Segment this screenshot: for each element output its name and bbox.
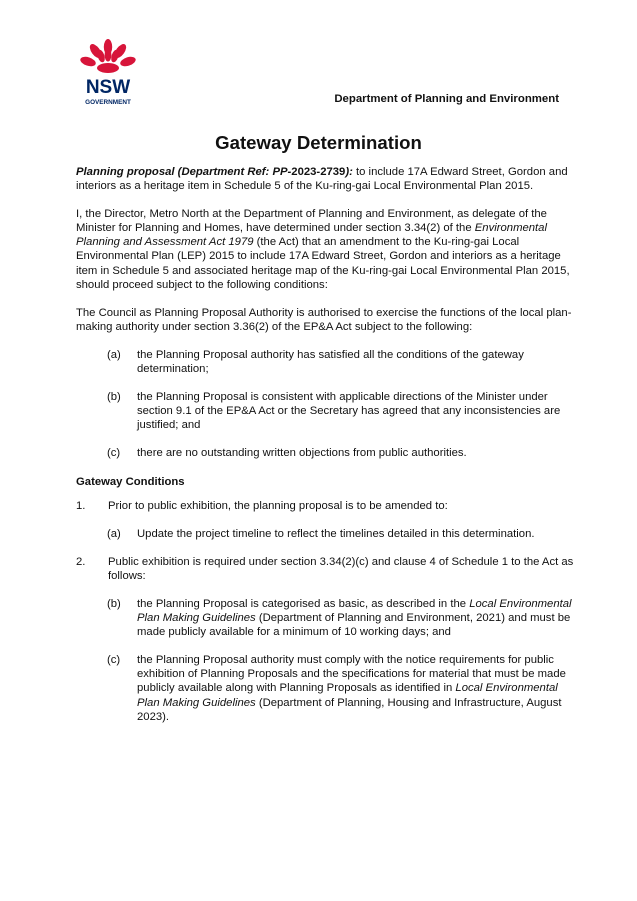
determination-paragraph xyxy=(76,207,574,292)
gateway-subcondition-1a xyxy=(76,527,574,541)
gateway-condition-number: 2. xyxy=(76,555,86,568)
intro-lead-end: ): xyxy=(345,166,353,178)
subcondition-text xyxy=(137,653,574,723)
gateway-condition-1 xyxy=(76,499,574,513)
condition-label: (b) xyxy=(107,391,121,404)
page-title: Gateway Determination xyxy=(215,132,422,153)
gateway-condition-number: 1. xyxy=(76,499,86,512)
condition-item xyxy=(76,348,574,376)
gateway-conditions-heading: Gateway Conditions xyxy=(76,475,185,488)
condition-label: (a) xyxy=(107,348,121,361)
condition-label: (c) xyxy=(107,447,121,460)
proposal-ref-number: 2023-2739 xyxy=(291,166,346,178)
subcondition-text-start: the Planning Proposal is categorised as basic, as described in the xyxy=(137,597,470,610)
condition-text: there are no outstanding written objections from public authorities. xyxy=(137,447,467,460)
department-name: Department of Planning and Environment xyxy=(334,93,559,105)
gateway-condition-text: Prior to public exhibition, the planning proposal is to be amended to: xyxy=(108,499,448,512)
logo-subtext: GOVERNMENT xyxy=(85,99,131,106)
condition-item xyxy=(76,446,574,460)
gateway-subcondition-2b xyxy=(76,597,574,639)
guidelines-title: Local Environmental Plan Making Guidelines xyxy=(137,682,558,709)
gateway-condition-text: Public exhibition is required under section 3.34(2)(c) and clause 4 of Schedule 1 to the Act as follows: xyxy=(108,555,574,582)
determination-text-end: (the Act) that an amendment to the Ku-ring-gai Local Environmental Plan (LEP) 2015 to include 17A Edward Street, Gordon and interiors as a heritage item in Schedule 5 and associated heritage map of the Ku-ring-gai Local Environmental Plan 2015, should proceed subject to the following conditions: xyxy=(76,236,570,291)
subcondition-label: (a) xyxy=(107,527,121,540)
act-name: Environmental Planning and Assessment Act 1979 xyxy=(76,222,547,249)
subcondition-text-end: (Department of Planning and Environment, 2021) and must be made publicly available for a minimum of 10 working days; and xyxy=(137,612,571,639)
gateway-subcondition-2c xyxy=(76,653,574,723)
condition-text: the Planning Proposal authority has satisfied all the conditions of the gateway determination; xyxy=(137,348,524,376)
subcondition-text: Update the project timeline to reflect the timelines detailed in this determination. xyxy=(137,527,535,540)
intro-paragraph xyxy=(76,165,574,193)
subcondition-label: (b) xyxy=(107,597,121,610)
condition-item xyxy=(76,390,574,432)
intro-rest: to include 17A Edward Street, Gordon and interiors as a heritage item in Schedule 5 of the Ku-ring-gai Local Environmental Plan 2015. xyxy=(76,166,568,193)
condition-text: the Planning Proposal is consistent with applicable directions of the Minister under section 9.1 of the EP&A Act or the Secretary has agreed that any inconsistencies are justified; and xyxy=(137,391,561,432)
authority-paragraph: The Council as Planning Proposal Authority is authorised to exercise the functions of the local plan-making authority under section 3.36(2) of the EP&A Act subject to the following: xyxy=(76,306,572,333)
subcondition-text xyxy=(137,597,574,639)
gateway-condition-2 xyxy=(76,555,574,583)
guidelines-title: Local Environmental Plan Making Guidelines xyxy=(137,597,572,625)
waratah-icon xyxy=(79,39,137,73)
logo-text: NSW xyxy=(85,77,131,98)
subcondition-text-start: the Planning Proposal authority must comply with the notice requirements for public exhibition of Planning Proposals and the specifications for material that must be made publicly available along with Planning Proposals as identified in xyxy=(137,654,566,695)
subcondition-label: (c) xyxy=(107,654,121,667)
determination-text-start: I, the Director, Metro North at the Department of Planning and Environment, as delegate of the Minister for Planning and Homes, have determined under section 3.34(2) of the xyxy=(76,208,547,235)
document-body xyxy=(76,165,574,738)
subcondition-text-end: (Department of Planning, Housing and Infrastructure, August 2023). xyxy=(137,696,562,723)
nsw-government-logo xyxy=(76,38,140,106)
intro-lead: Planning proposal (Department Ref: PP- xyxy=(76,166,292,178)
